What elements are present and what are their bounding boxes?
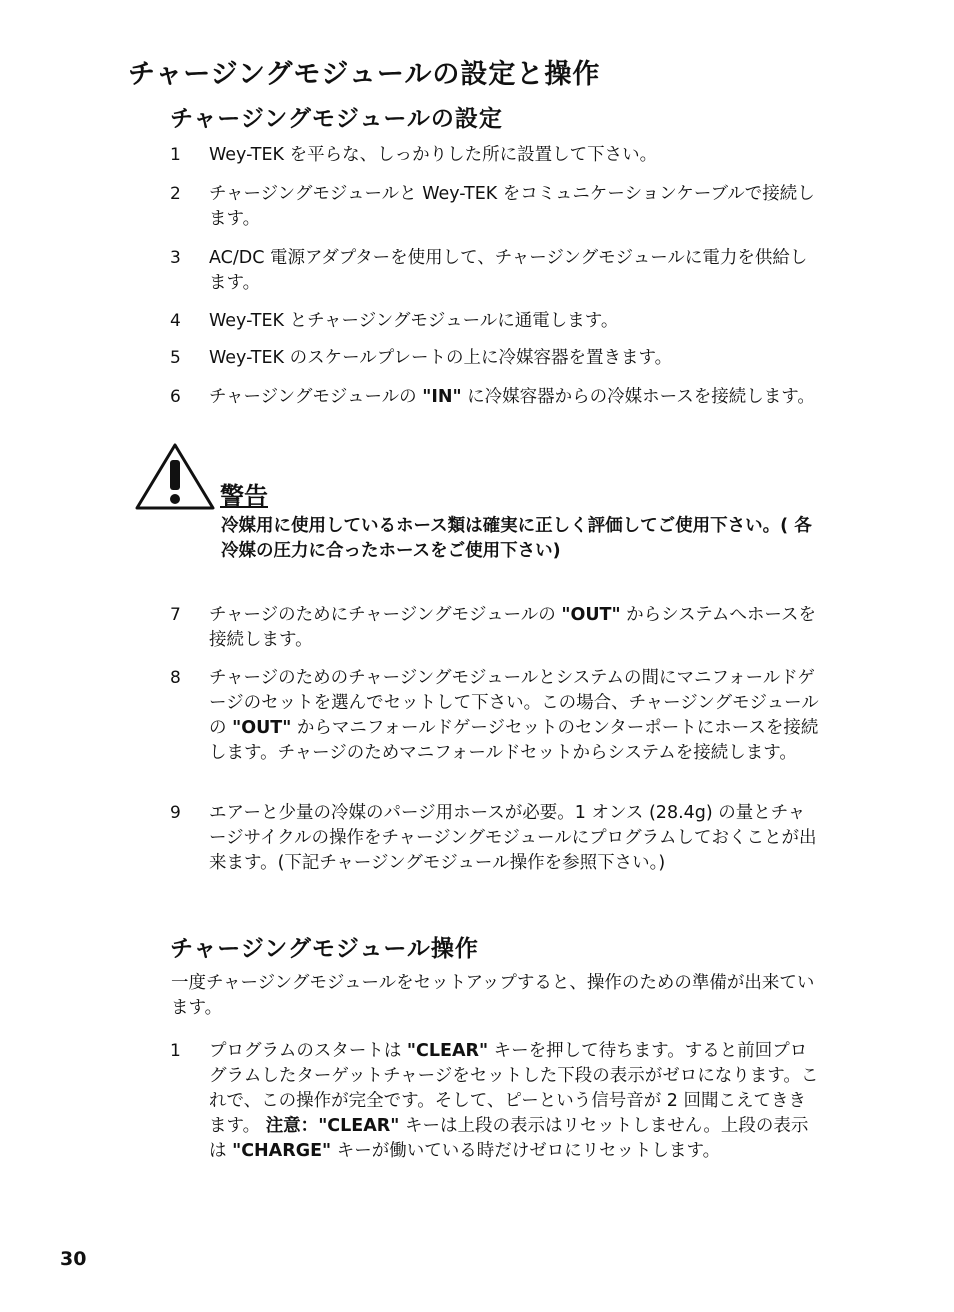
item-number: 5 <box>170 348 181 368</box>
item-number: 8 <box>170 668 181 688</box>
warning-text: 冷媒用に使用しているホース類は確実に正しく評価してご使用下さい。( 各冷媒の圧力に合ったホースをご使用下さい) <box>221 516 812 561</box>
item-text: チャージングモジュールの "IN" に冷媒容器からの冷媒ホースを接続します。 <box>209 387 815 407</box>
item-text: Wey-TEK とチャージングモジュールに通電します。 <box>209 311 619 331</box>
item-text: チャージのためにチャージングモジュールの "OUT" からシステムへホースを接続します。 <box>209 605 817 650</box>
item-number: 2 <box>170 184 181 204</box>
note-label: 注意： <box>265 1116 319 1136</box>
out-key-label: "OUT" <box>232 718 292 738</box>
operation-intro: 一度チャージングモジュールをセットアップすると、操作のための準備が出来ています。 <box>171 973 815 1018</box>
warning-triangle-icon <box>134 442 216 512</box>
page-title: チャージングモジュールの設定と操作 <box>128 59 601 90</box>
item-text: AC/DC 電源アダプターを使用して、チャージングモジュールに電力を供給します。 <box>209 248 808 293</box>
out-key-label: "OUT" <box>561 605 621 625</box>
clear-key-label: "CLEAR" <box>406 1041 489 1061</box>
charge-key-label: "CHARGE" <box>232 1141 332 1161</box>
item-text: プログラムのスタートは "CLEAR" キーを押して待ちます。すると前回プログラムしたターゲットチャージをセットした下段の表示がゼロになります。これで、この操作が完全です。そして、ピーという信号音が 2 回聞こえてききます。 注意："CLEAR" キーは上段の表示はリセットしません。上段の表示は "CHARGE" キーが働いている時だけゼロにリセットします。 <box>209 1041 819 1161</box>
item-number: 4 <box>170 311 181 331</box>
item-text: チャージングモジュールと Wey-TEK をコミュニケーションケーブルで接続します。 <box>209 184 815 229</box>
item-number: 7 <box>170 605 181 625</box>
item-number: 1 <box>170 145 181 165</box>
item-text: Wey-TEK のスケールプレートの上に冷媒容器を置きます。 <box>209 348 673 368</box>
operation-heading: チャージングモジュール操作 <box>170 936 479 962</box>
setup-heading: チャージングモジュールの設定 <box>170 106 503 132</box>
page-number: 30 <box>60 1248 87 1270</box>
clear-key-label: "CLEAR" <box>318 1116 400 1136</box>
item-text: エアーと少量の冷媒のパージ用ホースが必要。1 オンス (28.4g) の量とチャージサイクルの操作をチャージングモジュールにプログラムしておくことが出来ます。(下記チャージングモジュール操作を参照下さい。) <box>209 803 817 873</box>
item-text: Wey-TEK を平らな、しっかりした所に設置して下さい。 <box>209 145 658 165</box>
item-number: 6 <box>170 387 181 407</box>
item-text: チャージのためのチャージングモジュールとシステムの間にマニフォールドゲージのセットを選んでセットして下さい。この場合、チャージングモジュールの "OUT" からマニフォールドゲージセットのセンターポートにホースを接続します。チャージのためマニフォールドセットからシステムを接続します。 <box>209 668 819 763</box>
in-key-label: "IN" <box>422 387 462 407</box>
item-number: 9 <box>170 803 181 823</box>
warning-label: 警告 <box>220 482 268 510</box>
item-number: 1 <box>170 1041 181 1061</box>
item-number: 3 <box>170 248 181 268</box>
